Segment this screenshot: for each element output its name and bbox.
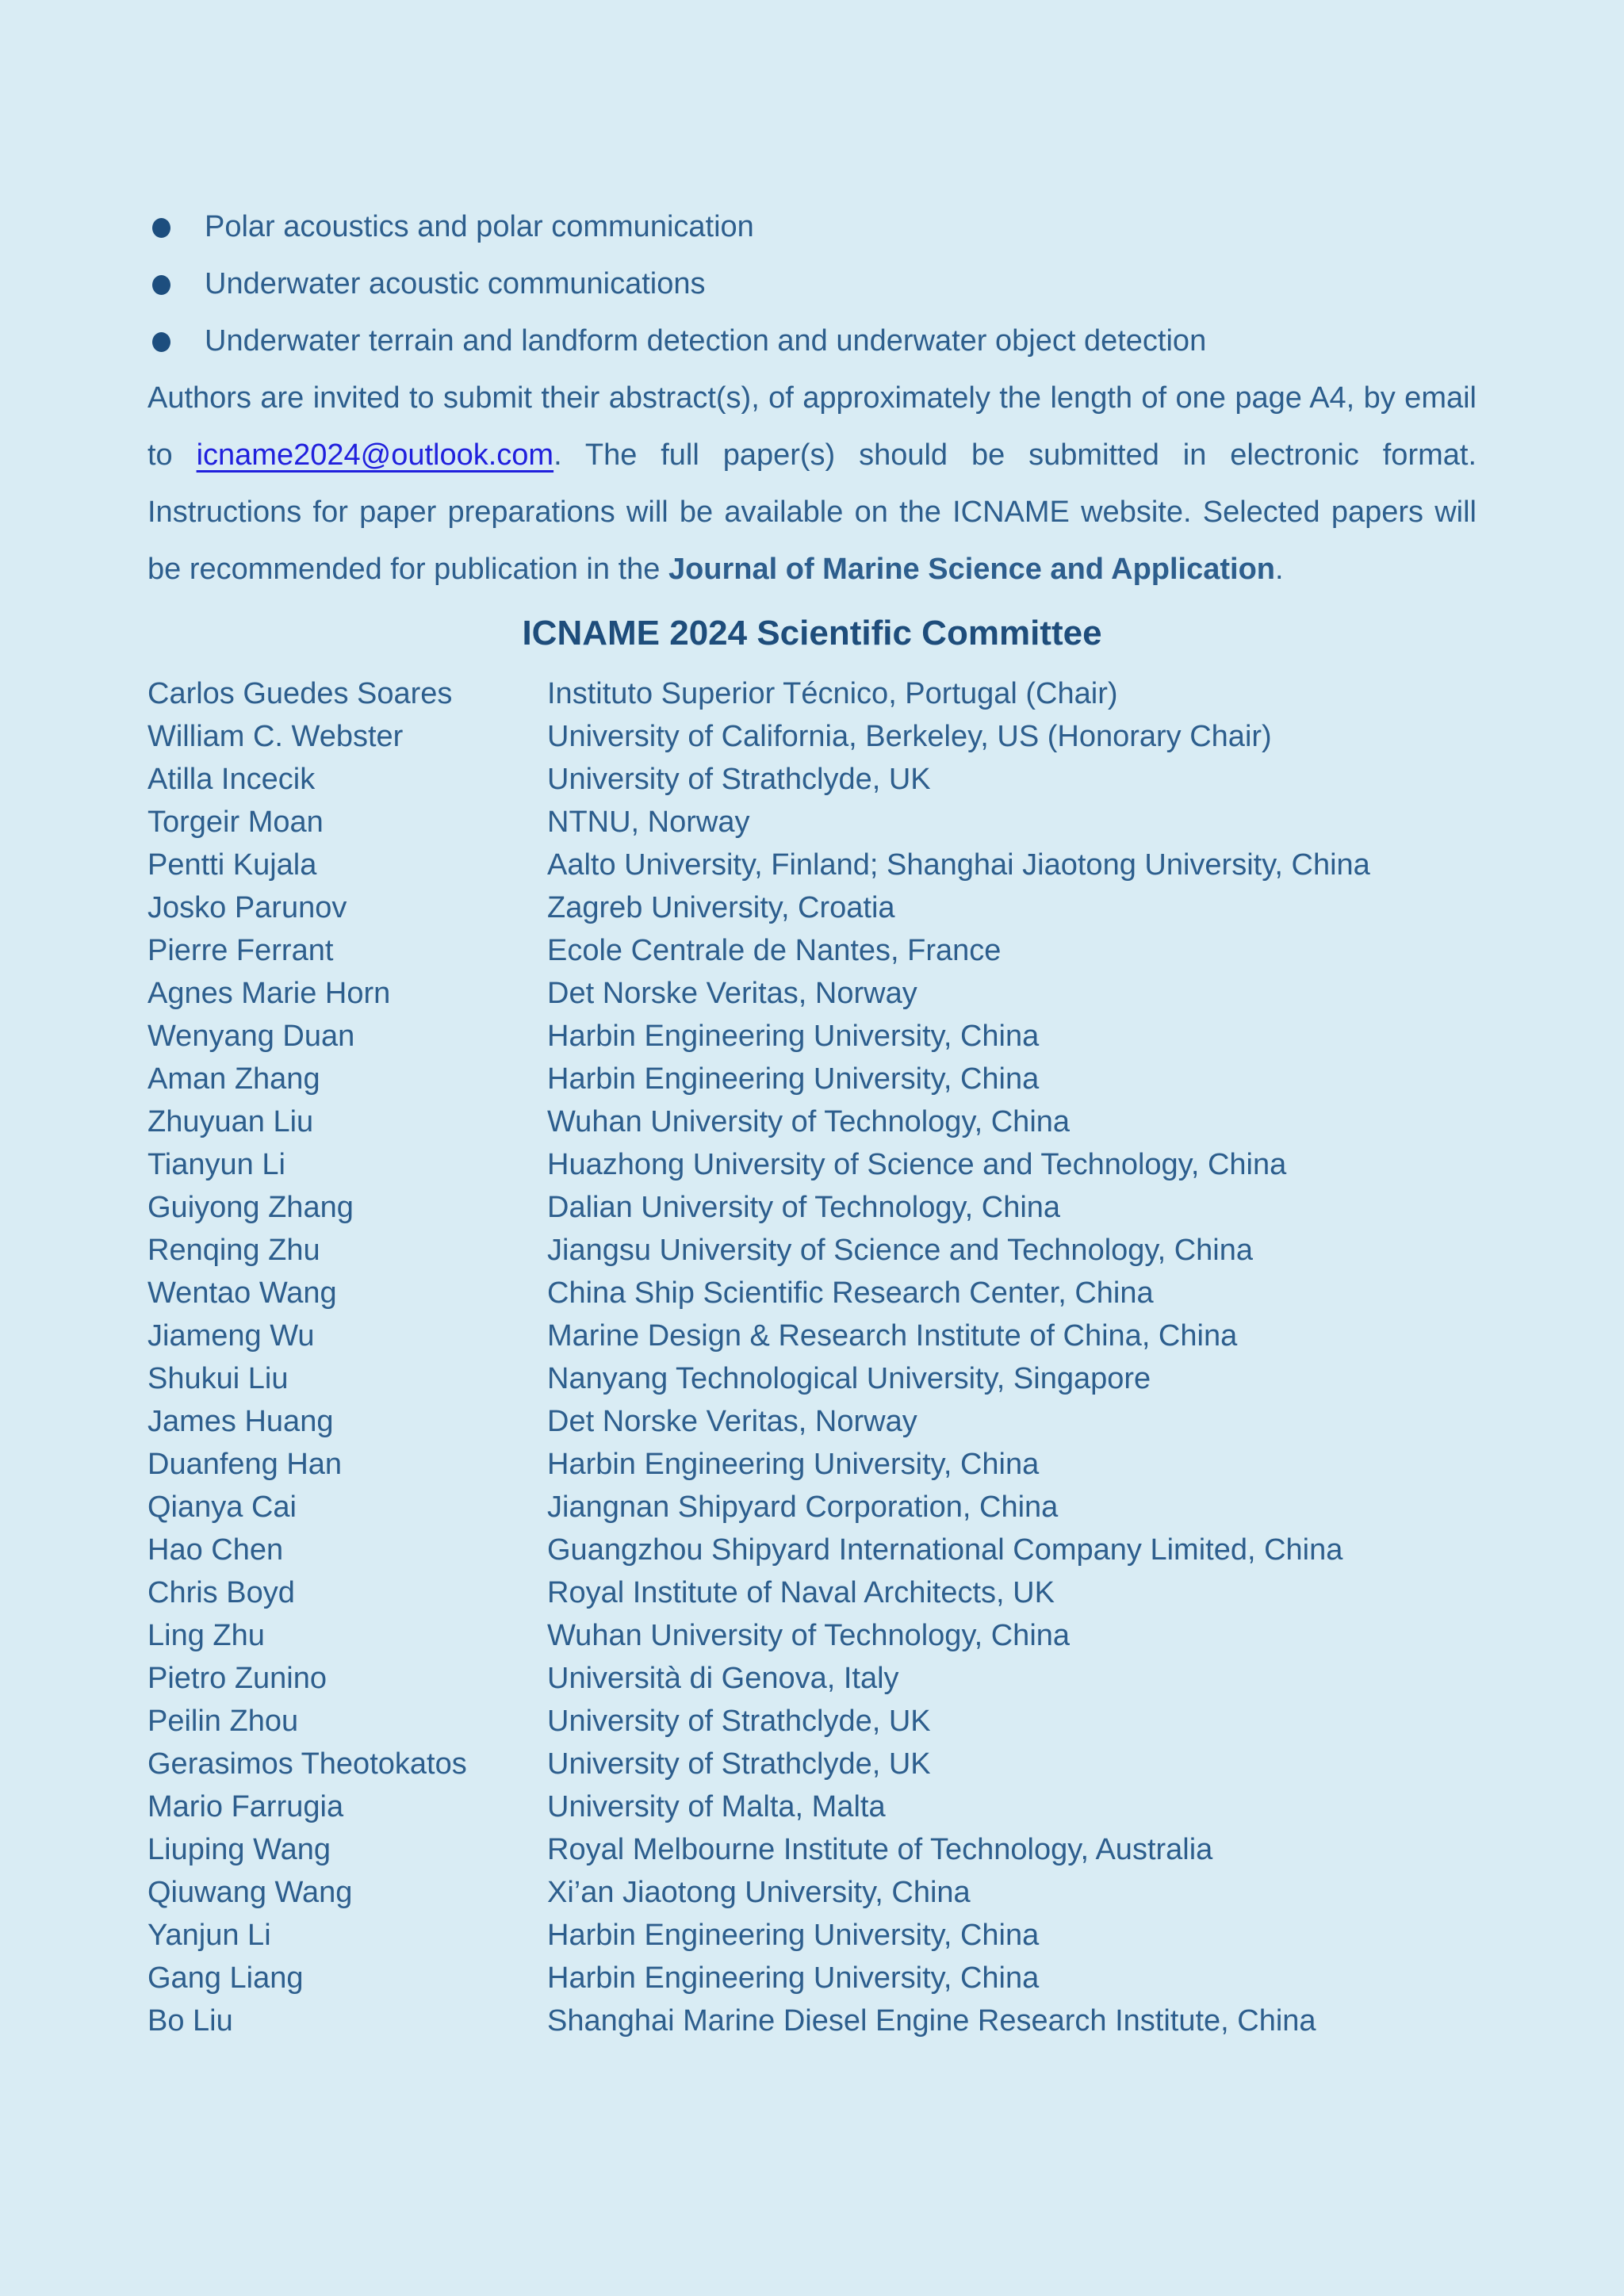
table-row bbox=[147, 1058, 1477, 1100]
submission-text-after: . The full paper(s) should be submitted in electronic format. Instructions for paper preparations will be available on the ICNAME website. Selected papers will be recommended for publication in the bbox=[147, 438, 1477, 586]
table-row bbox=[147, 1999, 1477, 2042]
member-affiliation: Aalto University, Finland; Shanghai Jiaotong University, China bbox=[547, 848, 1370, 882]
member-name: Chris Boyd bbox=[147, 1576, 295, 1609]
member-name: Hao Chen bbox=[147, 1533, 284, 1567]
submission-text-before: Authors are invited to submit their abstract(s), of approximately the length of one page A4, by email to bbox=[147, 381, 1477, 472]
table-row bbox=[147, 801, 1477, 844]
member-name: James Huang bbox=[147, 1405, 334, 1438]
member-affiliation: Nanyang Technological University, Singapore bbox=[547, 1362, 1151, 1395]
member-name: Zhuyuan Liu bbox=[147, 1105, 314, 1138]
topic-text: Polar acoustics and polar communication bbox=[205, 210, 754, 243]
table-row bbox=[147, 1657, 1477, 1700]
bullet-icon bbox=[152, 218, 170, 238]
journal-name: Journal of Marine Science and Application bbox=[668, 553, 1276, 586]
member-affiliation: China Ship Scientific Research Center, China bbox=[547, 1276, 1154, 1310]
topic-text: Underwater terrain and landform detection and underwater object detection bbox=[205, 324, 1207, 358]
table-row bbox=[147, 1314, 1477, 1357]
member-affiliation: Harbin Engineering University, China bbox=[547, 1919, 1040, 1952]
member-affiliation: Xi’an Jiaotong University, China bbox=[547, 1876, 971, 1909]
member-affiliation: Jiangsu University of Science and Technology, China bbox=[547, 1234, 1253, 1267]
member-affiliation: Wuhan University of Technology, China bbox=[547, 1105, 1071, 1138]
member-name: Wenyang Duan bbox=[147, 1020, 355, 1053]
member-affiliation: NTNU, Norway bbox=[547, 806, 750, 839]
member-affiliation: Harbin Engineering University, China bbox=[547, 1448, 1040, 1481]
member-name: Tianyun Li bbox=[147, 1148, 285, 1181]
member-affiliation: Harbin Engineering University, China bbox=[547, 1020, 1040, 1053]
member-affiliation: Det Norske Veritas, Norway bbox=[547, 1405, 917, 1438]
table-row bbox=[147, 1186, 1477, 1229]
table-row bbox=[147, 1486, 1477, 1529]
table-row bbox=[147, 972, 1477, 1015]
member-affiliation: Zagreb University, Croatia bbox=[547, 891, 895, 924]
bullet-icon bbox=[152, 275, 170, 295]
member-name: Atilla Incecik bbox=[147, 763, 316, 796]
table-row bbox=[147, 1100, 1477, 1143]
table-row bbox=[147, 1614, 1477, 1657]
member-affiliation: Royal Institute of Naval Architects, UK bbox=[547, 1576, 1055, 1609]
member-name: Gang Liang bbox=[147, 1961, 304, 1995]
member-affiliation: Harbin Engineering University, China bbox=[547, 1062, 1040, 1096]
member-affiliation: University of Malta, Malta bbox=[547, 1790, 886, 1823]
member-name: Pierre Ferrant bbox=[147, 934, 334, 967]
member-name: Agnes Marie Horn bbox=[147, 977, 391, 1010]
submission-paragraph bbox=[147, 369, 1477, 598]
member-affiliation: Dalian University of Technology, China bbox=[547, 1191, 1061, 1224]
member-name: Qianya Cai bbox=[147, 1490, 297, 1524]
member-affiliation: University of Strathclyde, UK bbox=[547, 1705, 931, 1738]
table-row bbox=[147, 1143, 1477, 1186]
table-row bbox=[147, 1571, 1477, 1614]
member-affiliation: Instituto Superior Técnico, Portugal (Chair) bbox=[547, 677, 1118, 710]
member-name: Guiyong Zhang bbox=[147, 1191, 354, 1224]
table-row bbox=[147, 1957, 1477, 1999]
member-name: Torgeir Moan bbox=[147, 806, 324, 839]
member-affiliation: Jiangnan Shipyard Corporation, China bbox=[547, 1490, 1059, 1524]
member-name: Carlos Guedes Soares bbox=[147, 677, 453, 710]
committee-heading: ICNAME 2024 Scientific Committee bbox=[522, 614, 1102, 652]
submission-text-end: . bbox=[1275, 553, 1284, 586]
table-row bbox=[147, 929, 1477, 972]
member-name: Liuping Wang bbox=[147, 1833, 331, 1866]
table-row bbox=[147, 672, 1477, 715]
member-affiliation: Marine Design & Research Institute of China, China bbox=[547, 1319, 1238, 1353]
member-name: Pietro Zunino bbox=[147, 1662, 327, 1695]
committee-table bbox=[147, 672, 1477, 2042]
member-name: Pentti Kujala bbox=[147, 848, 317, 882]
member-affiliation: Università di Genova, Italy bbox=[547, 1662, 899, 1695]
table-row bbox=[147, 844, 1477, 886]
member-affiliation: Harbin Engineering University, China bbox=[547, 1961, 1040, 1995]
member-affiliation: University of Strathclyde, UK bbox=[547, 1747, 931, 1781]
member-name: Renqing Zhu bbox=[147, 1234, 320, 1267]
member-name: Bo Liu bbox=[147, 2004, 233, 2038]
bullet-icon bbox=[152, 332, 170, 352]
member-name: Shukui Liu bbox=[147, 1362, 289, 1395]
member-affiliation: Huazhong University of Science and Technology, China bbox=[547, 1148, 1287, 1181]
member-affiliation: Det Norske Veritas, Norway bbox=[547, 977, 917, 1010]
member-name: Aman Zhang bbox=[147, 1062, 320, 1096]
member-name: Jiameng Wu bbox=[147, 1319, 315, 1353]
table-row bbox=[147, 758, 1477, 801]
table-row bbox=[147, 1914, 1477, 1957]
member-name: Peilin Zhou bbox=[147, 1705, 299, 1738]
table-row bbox=[147, 1443, 1477, 1486]
topic-item bbox=[147, 312, 1477, 369]
member-name: Ling Zhu bbox=[147, 1619, 265, 1652]
table-row bbox=[147, 1229, 1477, 1272]
member-affiliation: Royal Melbourne Institute of Technology, Australia bbox=[547, 1833, 1213, 1866]
member-name: Wentao Wang bbox=[147, 1276, 337, 1310]
table-row bbox=[147, 1785, 1477, 1828]
member-affiliation: University of California, Berkeley, US (Honorary Chair) bbox=[547, 720, 1272, 753]
table-row bbox=[147, 1272, 1477, 1314]
table-row bbox=[147, 1357, 1477, 1400]
topic-item bbox=[147, 255, 1477, 312]
topic-text: Underwater acoustic communications bbox=[205, 267, 706, 300]
table-row bbox=[147, 1400, 1477, 1443]
member-name: Mario Farrugia bbox=[147, 1790, 344, 1823]
member-name: William C. Webster bbox=[147, 720, 404, 753]
member-name: Qiuwang Wang bbox=[147, 1876, 353, 1909]
member-affiliation: Wuhan University of Technology, China bbox=[547, 1619, 1071, 1652]
email-link[interactable]: icname2024@outlook.com bbox=[196, 438, 554, 472]
member-name: Yanjun Li bbox=[147, 1919, 271, 1952]
table-row bbox=[147, 715, 1477, 758]
table-row bbox=[147, 1743, 1477, 1785]
member-affiliation: University of Strathclyde, UK bbox=[547, 763, 931, 796]
table-row bbox=[147, 1700, 1477, 1743]
table-row bbox=[147, 1871, 1477, 1914]
member-name: Duanfeng Han bbox=[147, 1448, 343, 1481]
member-affiliation: Guangzhou Shipyard International Company Limited, China bbox=[547, 1533, 1343, 1567]
table-row bbox=[147, 1015, 1477, 1058]
topic-item bbox=[147, 198, 1477, 255]
member-name: Josko Parunov bbox=[147, 891, 347, 924]
member-name: Gerasimos Theotokatos bbox=[147, 1747, 467, 1781]
table-row bbox=[147, 886, 1477, 929]
topics-list bbox=[147, 198, 1477, 369]
table-row bbox=[147, 1529, 1477, 1571]
member-affiliation: Ecole Centrale de Nantes, France bbox=[547, 934, 1002, 967]
member-affiliation: Shanghai Marine Diesel Engine Research Institute, China bbox=[547, 2004, 1316, 2038]
table-row bbox=[147, 1828, 1477, 1871]
